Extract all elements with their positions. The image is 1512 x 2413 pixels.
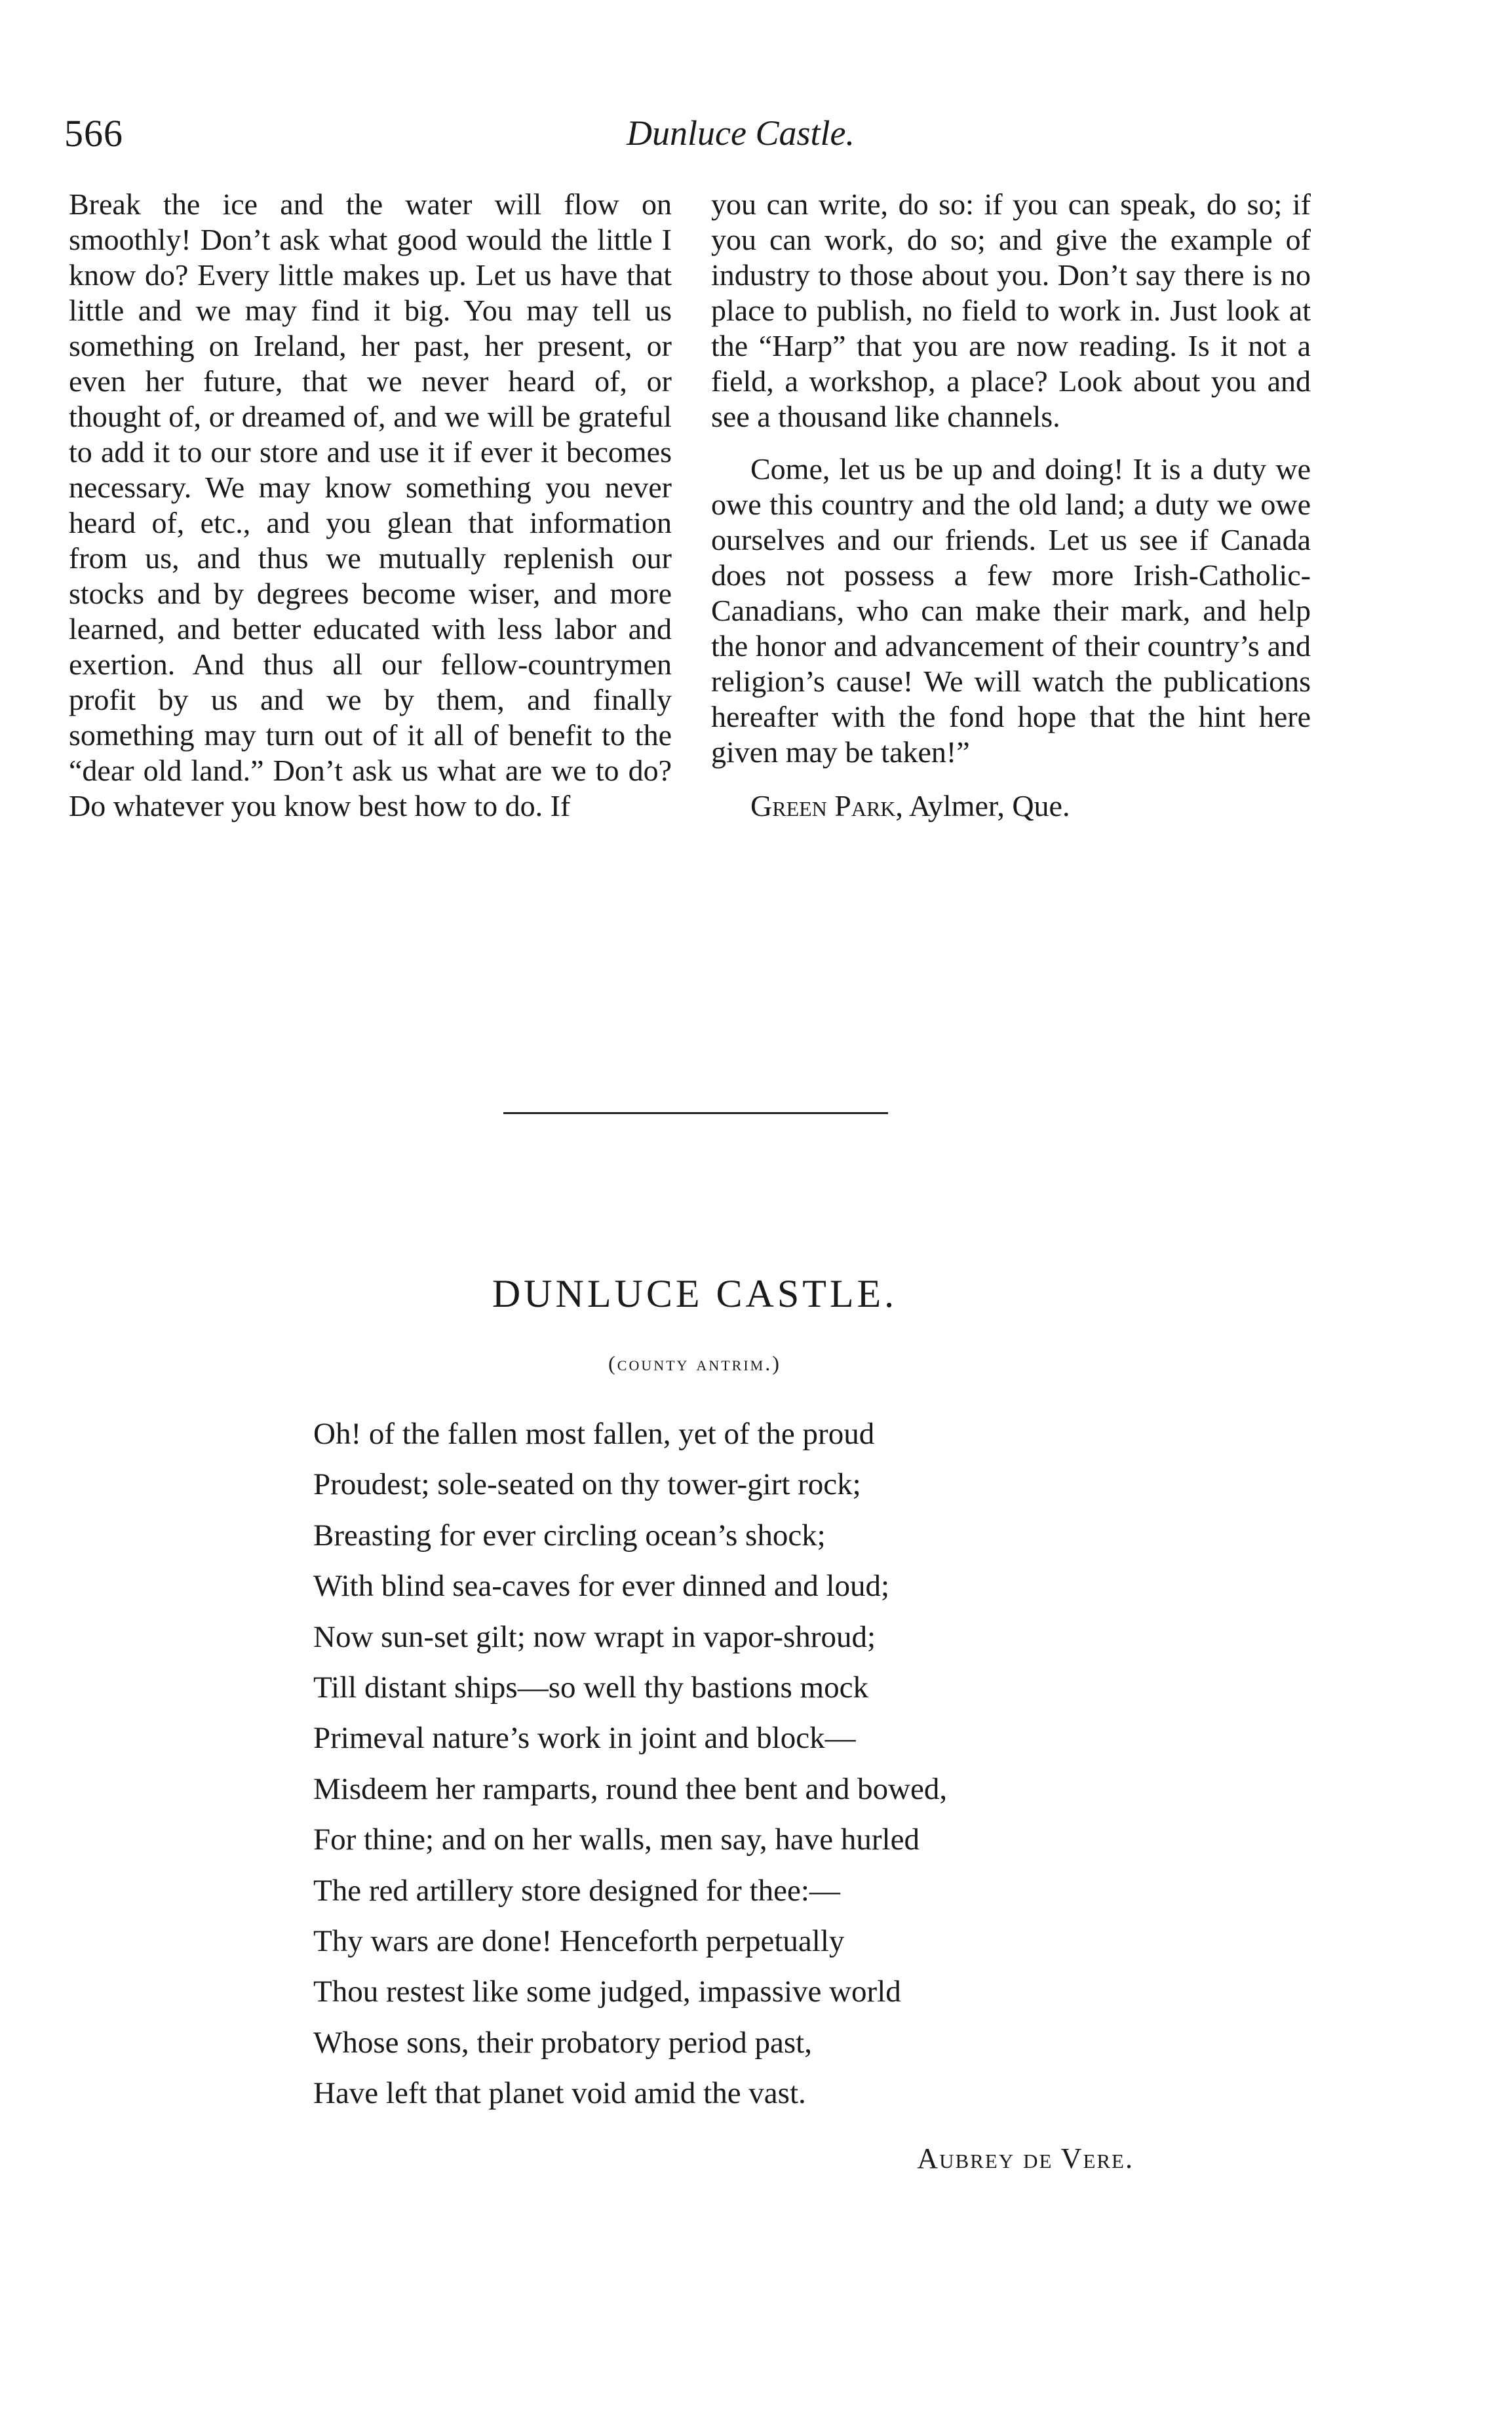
poem-author: Aubrey de Vere.	[917, 2142, 1134, 2174]
poem-line: Primeval nature’s work in joint and block—	[313, 1721, 856, 1756]
poem-body	[313, 1409, 1165, 2119]
poem-line: Thou restest like some judged, impassive world	[313, 1975, 901, 2009]
letter-paragraph: you can write, do so: if you can speak, do so; if you can work, do so; and give the example of industry to those about you. Don’t say there is no place to publish, no field to work in. Just look at the “Harp” that you are now reading. Is it not a field, a workshop, a place? Look about you and see a thousand like channels.	[711, 187, 1311, 433]
letter-paragraph: Come, let us be up and doing! It is a duty we owe this country and the old land; a duty we owe ourselves and our friends. Let us see if Canada does not possess a few more Irish-Catholic-Canadians, who can make their mark, and help the honor and advancement of their country’s and religion’s cause! We will watch the publications hereafter with the fond hope that the hint here given may be taken!”	[711, 452, 1311, 769]
poem-line: Oh! of the fallen most fallen, yet of the proud	[313, 1417, 875, 1451]
signature-name: Green Park	[750, 789, 896, 822]
page-number: 566	[64, 112, 123, 155]
poem-subtitle: (county antrim.)	[608, 1351, 781, 1375]
letter-right-column	[711, 187, 1311, 824]
poem-line: With blind sea-caves for ever dinned and loud;	[313, 1569, 890, 1604]
signature-place: , Aylmer, Que.	[895, 789, 1070, 822]
running-title: Dunluce Castle.	[627, 113, 855, 153]
section-divider	[503, 1112, 888, 1114]
poem-line: The red artillery store designed for thee:—	[313, 1873, 840, 1908]
poem-line: Proudest; sole-seated on thy tower-girt rock;	[313, 1467, 861, 1502]
letter-paragraph: Break the ice and the water will flow on smoothly! Don’t ask what good would the little I know do? Every little makes up. Let us have that little and we may find it big. You may tell us something on Ireland, her past, her present, or even her future, that we never heard of, or thought of, or dreamed of, and we will be grateful to add it to our store and use it if ever it becomes necessary. We may know something you never heard of, etc., and you glean that information from us, and thus we mutually replenish our stocks and by degrees become wiser, and more learned, and better educated with less labor and exertion. And thus all our fellow-countrymen profit by us and we by them, and finally something may turn out of it all of benefit to the “dear old land.” Don’t ask us what are we to do? Do whatever you know best how to do. If	[69, 187, 672, 822]
poem-line: Have left that planet void amid the vast.	[313, 2076, 806, 2111]
letter-signature	[711, 788, 1311, 824]
poem-line: Misdeem her ramparts, round thee bent and bowed,	[313, 1771, 948, 1806]
poem-line: Now sun-set gilt; now wrapt in vapor-shroud;	[313, 1619, 876, 1654]
poem-title: DUNLUCE CASTLE.	[492, 1272, 898, 1315]
letter-left-column	[69, 187, 672, 824]
poem-line: Whose sons, their probatory period past,	[313, 2025, 812, 2060]
poem-line: Breasting for ever circling ocean’s shock;	[313, 1518, 826, 1553]
poem-line: Thy wars are done! Henceforth perpetually	[313, 1923, 845, 1958]
poem-line: For thine; and on her walls, men say, have hurled	[313, 1823, 920, 1857]
poem-line: Till distant ships—so well thy bastions mock	[313, 1670, 868, 1705]
